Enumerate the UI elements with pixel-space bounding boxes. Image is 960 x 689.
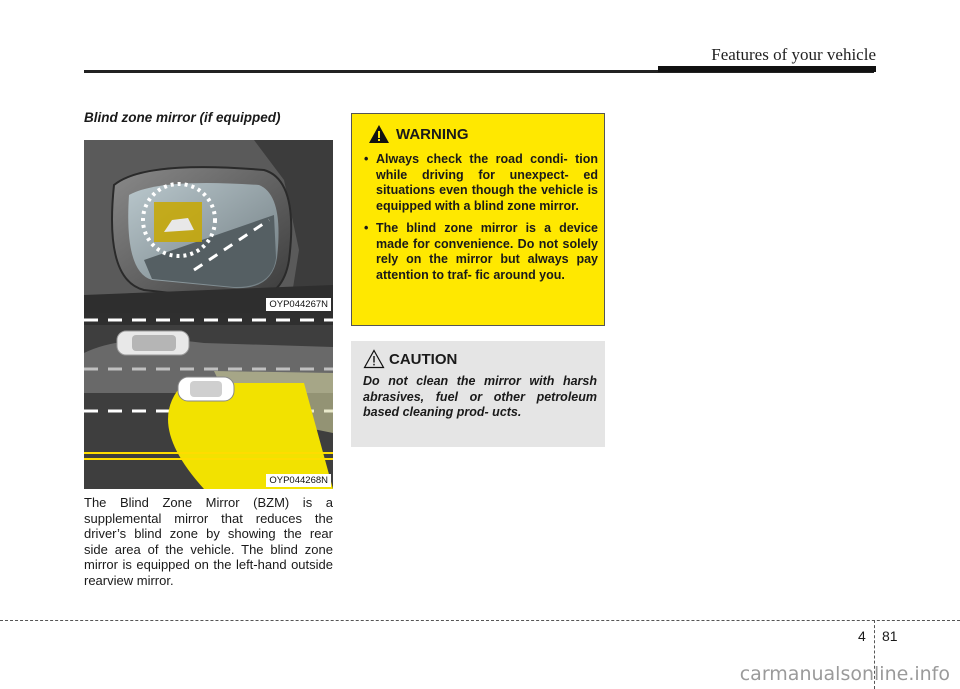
chapter-number: 4 [858, 628, 866, 644]
warning-item [364, 221, 598, 283]
warning-item [364, 152, 598, 214]
warning-item-text: Always check the road condi- tion while driving for unexpect- ed situations even though the vehicle is equipped with a blind zone mirror. [376, 152, 598, 213]
mirror-illustration [84, 140, 333, 313]
road-illustration [84, 313, 333, 489]
figure-code: OYP044268N [266, 474, 331, 487]
warning-title: WARNING [396, 126, 469, 143]
caution-title: CAUTION [389, 351, 458, 368]
warning-item-text: The blind zone mirror is a device made for convenience. Do not solely rely on the mirror but always pay attention to traf- fic around you. [376, 221, 598, 282]
caution-text: Do not clean the mirror with harsh abrasives, fuel or other petroleum based cleaning prod- ucts. [363, 374, 597, 419]
warning-list [364, 152, 598, 290]
bullet: • [364, 152, 369, 166]
road-drawing [84, 313, 333, 489]
caution-triangle-icon [363, 349, 385, 369]
caution-box [351, 341, 605, 447]
page-number: 81 [882, 628, 898, 644]
footer-rule [0, 620, 960, 621]
warning-triangle-icon [368, 124, 390, 144]
figure-code: OYP044267N [266, 298, 331, 311]
header-rule-accent [658, 66, 876, 72]
watermark-link[interactable]: carmanualsonline.info [739, 663, 950, 685]
body-paragraph: The Blind Zone Mirror (BZM) is a supplemental mirror that reduces the driver’s blind zone by showing the rear side area of the vehicle. The blind zone mirror is equipped on the left-hand outside rearview mirror. [84, 495, 333, 588]
section-heading: Blind zone mirror (if equipped) [84, 110, 281, 125]
mirror-drawing [84, 140, 333, 313]
bullet: • [364, 221, 369, 235]
warning-box [351, 113, 605, 326]
header-title: Features of your vehicle [711, 45, 876, 64]
